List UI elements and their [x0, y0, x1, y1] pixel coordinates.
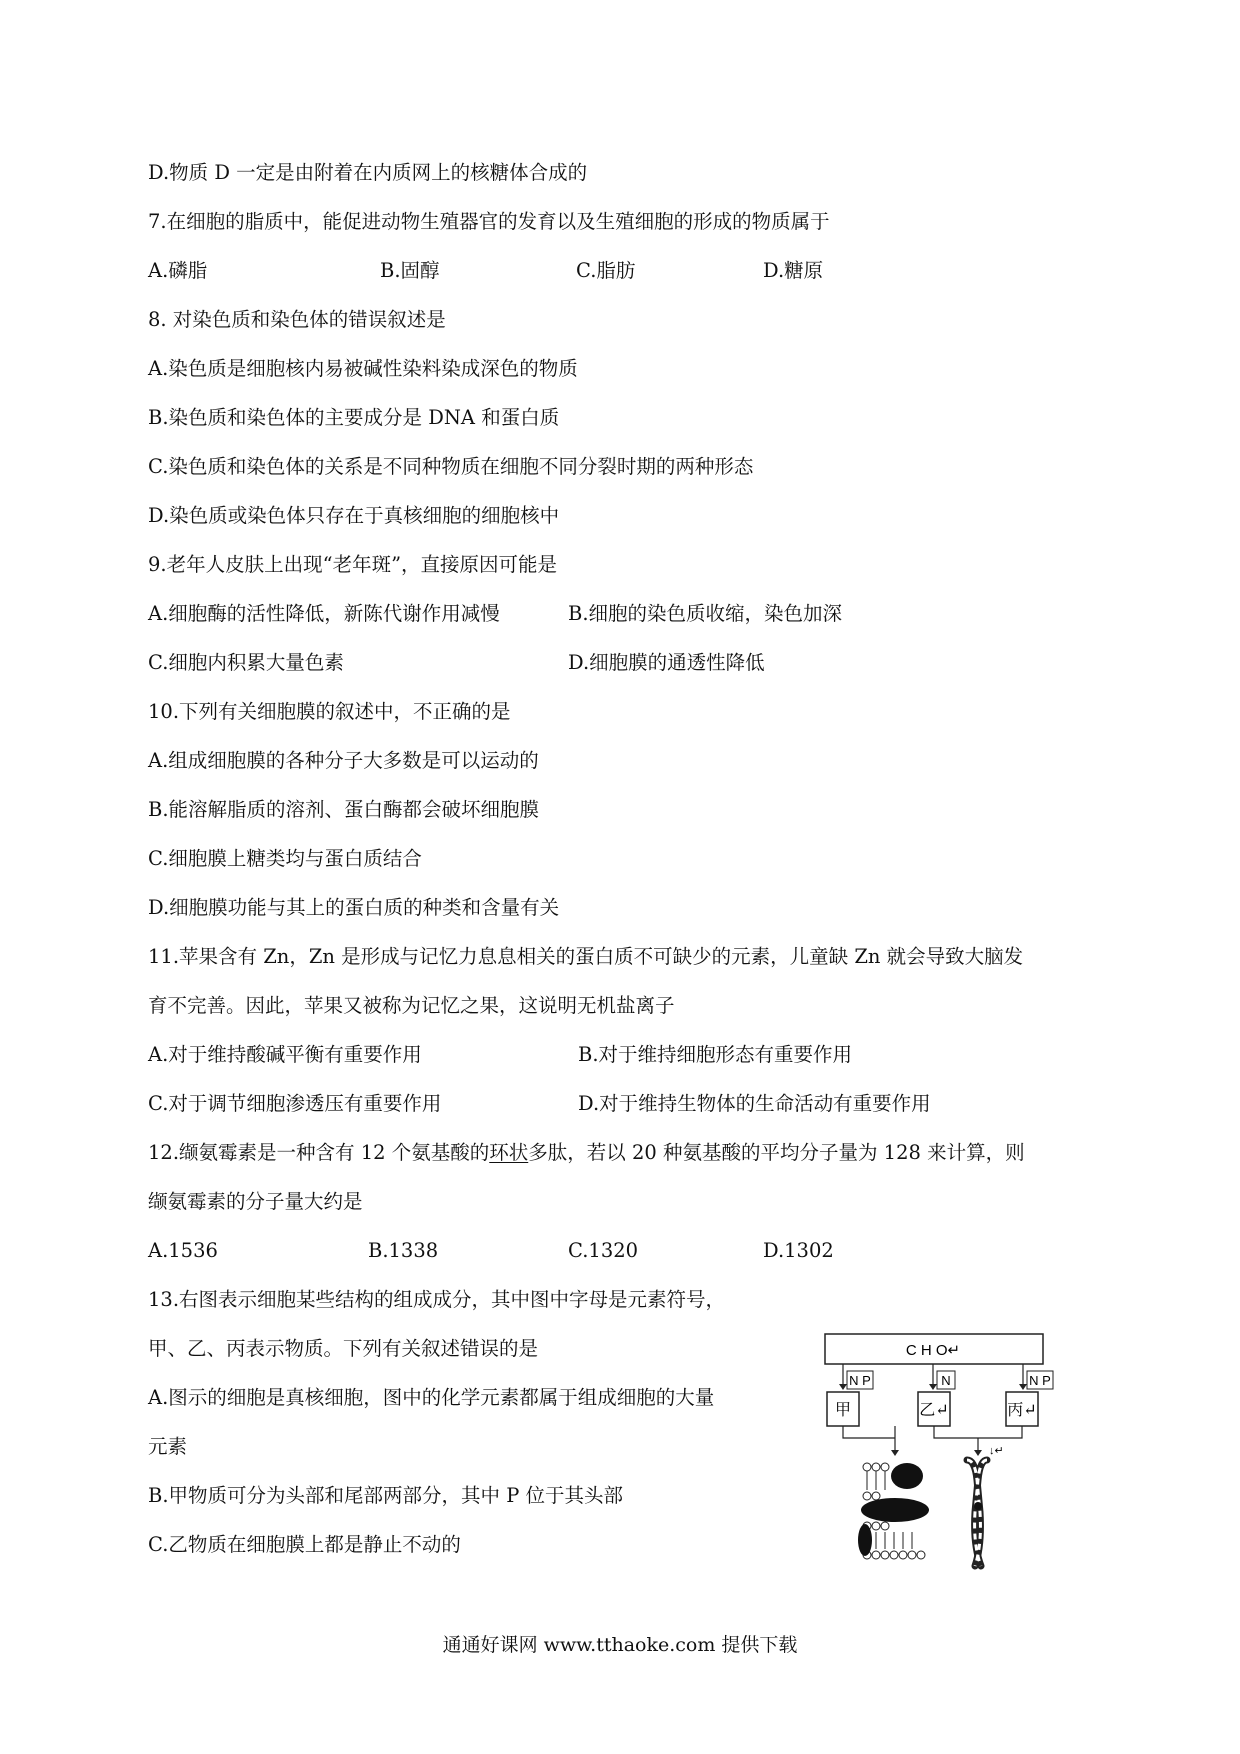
q8-option-a: A.染色质是细胞核内易被碱性染料染成深色的物质 [148, 357, 578, 380]
q12-stem-line2: 缬氨霉素的分子量大约是 [148, 1190, 363, 1213]
q8-option-b: B.染色质和染色体的主要成分是 DNA 和蛋白质 [148, 406, 560, 429]
q7-option-d: D.糖原 [763, 259, 824, 282]
arrow-left-head [839, 1384, 847, 1390]
footer-source: 通通好课网 www.tthaoke.com 提供下载 [442, 1634, 798, 1656]
q10-option-b: B.能溶解脂质的溶剂、蛋白酶都会破坏细胞膜 [148, 798, 540, 821]
q10-stem: 10.下列有关细胞膜的叙述中，不正确的是 [148, 700, 511, 723]
q7-option-a: A.磷脂 [148, 259, 208, 282]
substance-bing-label: 丙↵ [1007, 1400, 1037, 1419]
substance-jia-label: 甲 [834, 1400, 852, 1419]
chromosome-illustration [967, 1460, 987, 1566]
q7-option-b: B.固醇 [380, 259, 440, 282]
q12-option-a: A.1536 [148, 1239, 218, 1262]
q7-option-c: C.脂肪 [576, 259, 636, 282]
substance-yi-label: 乙↵ [919, 1400, 949, 1419]
q9-option-d: D.细胞膜的通透性降低 [568, 651, 765, 674]
q11-stem-line1: 11.苹果含有 Zn，Zn 是形成与记忆力息息相关的蛋白质不可缺少的元素，儿童缺 Zn 就会导致大脑发 [148, 945, 1024, 968]
q13-option-a-line1: A.图示的细胞是真核细胞，图中的化学元素都属于组成细胞的大量 [148, 1386, 715, 1409]
q12-stem-part1: 12.缬氨霉素是一种含有 12 个氨基酸的 [148, 1141, 490, 1164]
membrane-protein-left [858, 1524, 872, 1556]
q12-underlined-term: 环状 [489, 1141, 529, 1164]
arrow-chromosome-head [974, 1450, 982, 1456]
n-mid-label: N [941, 1373, 951, 1388]
q8-option-d: D.染色质或染色体只存在于真核细胞的细胞核中 [148, 504, 560, 527]
q6-option-d: D.物质 D 一定是由附着在内质网上的核糖体合成的 [148, 161, 588, 184]
q11-option-b: B.对于维持细胞形态有重要作用 [578, 1043, 853, 1066]
q13-stem-line1: 13.右图表示细胞某些结构的组成成分，其中图中字母是元素符号， [148, 1288, 726, 1311]
cell-membrane-illustration [858, 1463, 929, 1559]
q12-option-d: D.1302 [763, 1239, 834, 1262]
np-right-label: N P [1029, 1373, 1051, 1388]
q10-option-c: C.细胞膜上糖类均与蛋白质结合 [148, 847, 422, 870]
q9-option-b: B.细胞的染色质收缩，染色加深 [568, 602, 843, 625]
q13-diagram [815, 1330, 1065, 1570]
q10-option-d: D.细胞膜功能与其上的蛋白质的种类和含量有关 [148, 896, 560, 919]
q9-stem: 9.老年人皮肤上出现“老年斑”，直接原因可能是 [148, 553, 558, 576]
q11-option-d: D.对于维持生物体的生命活动有重要作用 [578, 1092, 931, 1115]
q9-option-c: C.细胞内积累大量色素 [148, 651, 344, 674]
q7-stem: 7.在细胞的脂质中，能促进动物生殖器官的发育以及生殖细胞的形成的物质属于 [148, 210, 830, 233]
np-left-label: N P [849, 1373, 871, 1388]
q11-option-a: A.对于维持酸碱平衡有重要作用 [148, 1043, 422, 1066]
arrow-mid-head [929, 1384, 937, 1390]
arrow-right-head [1019, 1384, 1027, 1390]
q11-stem-line2: 育不完善。因此，苹果又被称为记忆之果，这说明无机盐离子 [148, 994, 675, 1017]
q8-stem: 8. 对染色质和染色体的错误叙述是 [148, 308, 446, 331]
q9-option-a: A.细胞酶的活性降低，新陈代谢作用减慢 [148, 602, 500, 625]
element-box-label: C H O↵ [905, 1342, 961, 1359]
membrane-protein-top [891, 1463, 923, 1489]
q8-option-c: C.染色质和染色体的关系是不同种物质在细胞不同分裂时期的两种形态 [148, 455, 754, 478]
connector-yi-bing [934, 1426, 1022, 1438]
q12-option-b: B.1338 [368, 1239, 439, 1262]
arrow-chromosome-note: ↓↵ [989, 1445, 1004, 1457]
q13-option-b: B.甲物质可分为头部和尾部两部分，其中 P 位于其头部 [148, 1484, 624, 1507]
q13-stem-line2: 甲、乙、丙表示物质。下列有关叙述错误的是 [148, 1337, 539, 1360]
arrow-membrane-head [891, 1450, 899, 1456]
q13-option-a-line2: 元素 [148, 1435, 188, 1458]
q10-option-a: A.组成细胞膜的各种分子大多数是可以运动的 [148, 749, 539, 772]
connector-jia [843, 1426, 895, 1438]
membrane-protein-middle [861, 1498, 929, 1522]
q12-option-c: C.1320 [568, 1239, 639, 1262]
q12-stem-part2: 多肽，若以 20 种氨基酸的平均分子量为 128 来计算，则 [528, 1141, 1025, 1164]
q13-option-c: C.乙物质在细胞膜上都是静止不动的 [148, 1533, 461, 1556]
q12-stem-line1 [148, 1140, 1025, 1166]
q11-option-c: C.对于调节细胞渗透压有重要作用 [148, 1092, 442, 1115]
